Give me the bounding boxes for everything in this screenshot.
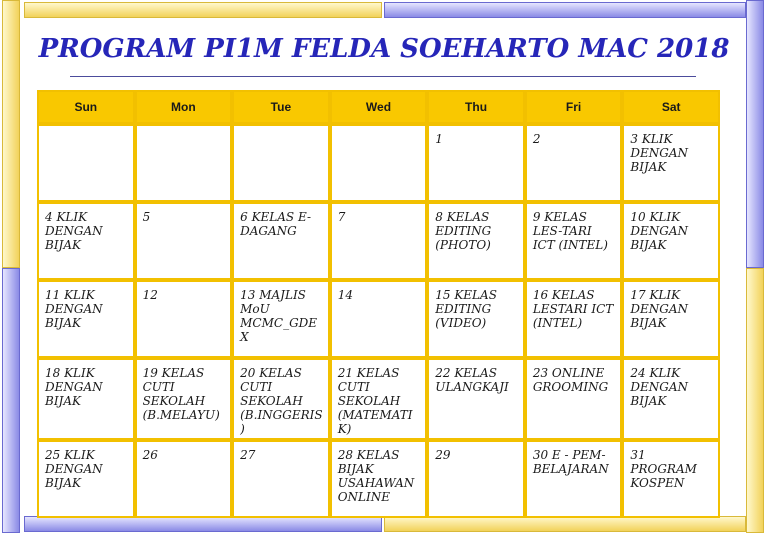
calendar-week-3 <box>37 280 720 358</box>
calendar-cell: 27 <box>232 440 330 518</box>
calendar-cell: 10 KLIK DENGAN BIJAK <box>622 202 720 280</box>
calendar-cell: 30 E - PEM-BELAJARAN <box>525 440 623 518</box>
calendar-cell: 17 KLIK DENGAN BIJAK <box>622 280 720 358</box>
day-header-mon: Mon <box>135 90 233 124</box>
day-header-sun: Sun <box>37 90 135 124</box>
frame-bar-left-top <box>2 0 20 268</box>
calendar-cell: 12 <box>135 280 233 358</box>
calendar-cell: 3 KLIK DENGAN BIJAK <box>622 124 720 202</box>
calendar-cell: 26 <box>135 440 233 518</box>
calendar-table <box>37 90 720 518</box>
calendar-cell: 16 KELAS LESTARI ICT (INTEL) <box>525 280 623 358</box>
calendar-cell <box>37 124 135 202</box>
frame-bar-left-bottom <box>2 268 20 533</box>
calendar-cell <box>330 124 428 202</box>
calendar-cell: 2 <box>525 124 623 202</box>
frame-bar-top-right <box>384 2 746 18</box>
title-divider <box>70 76 696 77</box>
calendar-header-row <box>37 90 720 124</box>
calendar-cell: 11 KLIK DENGAN BIJAK <box>37 280 135 358</box>
calendar-cell: 19 KELAS CUTI SEKOLAH (B.MELAYU) <box>135 358 233 440</box>
calendar-week-2 <box>37 202 720 280</box>
calendar-cell: 9 KELAS LES-TARI ICT (INTEL) <box>525 202 623 280</box>
frame-bar-right-top <box>746 0 764 268</box>
calendar-week-1 <box>37 124 720 202</box>
calendar-cell: 23 ONLINE GROOMING <box>525 358 623 440</box>
calendar-cell: 13 MAJLIS MoU MCMC_GDEX <box>232 280 330 358</box>
calendar-cell: 7 <box>330 202 428 280</box>
calendar-cell: 24 KLIK DENGAN BIJAK <box>622 358 720 440</box>
frame-bar-right-bottom <box>746 268 764 533</box>
day-header-tue: Tue <box>232 90 330 124</box>
calendar-week-5 <box>37 440 720 518</box>
calendar-cell: 18 KLIK DENGAN BIJAK <box>37 358 135 440</box>
day-header-sat: Sat <box>622 90 720 124</box>
calendar-cell: 25 KLIK DENGAN BIJAK <box>37 440 135 518</box>
calendar-cell: 1 <box>427 124 525 202</box>
calendar-cell: 8 KELAS EDITING (PHOTO) <box>427 202 525 280</box>
calendar-cell: 14 <box>330 280 428 358</box>
frame-bar-bottom-right <box>384 516 746 532</box>
calendar-cell <box>232 124 330 202</box>
calendar-cell: 20 KELAS CUTI SEKOLAH (B.INGGERIS) <box>232 358 330 440</box>
day-header-thu: Thu <box>427 90 525 124</box>
calendar-cell: 29 <box>427 440 525 518</box>
calendar-cell: 22 KELAS ULANGKAJI <box>427 358 525 440</box>
day-header-fri: Fri <box>525 90 623 124</box>
calendar-cell: 31 PROGRAM KOSPEN <box>622 440 720 518</box>
frame-bar-bottom-left <box>24 516 382 532</box>
calendar-cell: 6 KELAS E-DAGANG <box>232 202 330 280</box>
calendar-cell: 15 KELAS EDITING (VIDEO) <box>427 280 525 358</box>
calendar-cell <box>135 124 233 202</box>
calendar-cell: 5 <box>135 202 233 280</box>
calendar-cell: 28 KELAS BIJAK USAHAWAN ONLINE <box>330 440 428 518</box>
frame-bar-top-left <box>24 2 382 18</box>
calendar-cell: 4 KLIK DENGAN BIJAK <box>37 202 135 280</box>
day-header-wed: Wed <box>330 90 428 124</box>
calendar-cell: 21 KELAS CUTI SEKOLAH (MATEMATIK) <box>330 358 428 440</box>
calendar-week-4 <box>37 358 720 440</box>
page-title: PROGRAM PI1M FELDA SOEHARTO MAC 2018 <box>38 34 730 64</box>
